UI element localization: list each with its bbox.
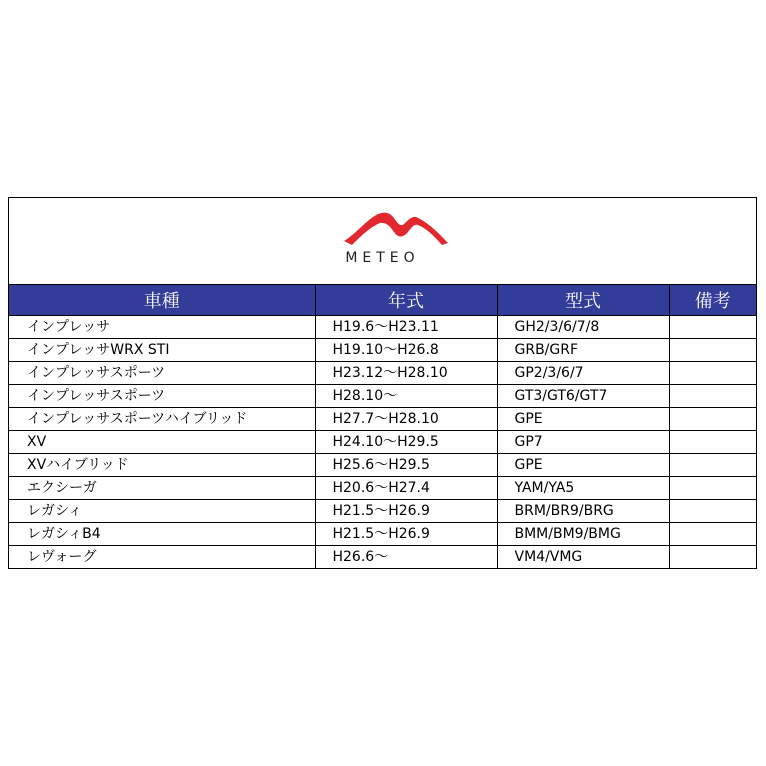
type-code-cell: GT3/GT6/GT7 (497, 385, 669, 408)
table-row (9, 546, 756, 569)
table-row (9, 431, 756, 454)
model-cell: エクシーガ (9, 477, 315, 500)
year-cell: H19.10～H26.8 (315, 339, 497, 362)
model-cell: XV (9, 431, 315, 454)
notes-cell (669, 339, 756, 362)
type-code-cell: GPE (497, 454, 669, 477)
header-model: 車種 (9, 285, 315, 316)
type-code-cell: GH2/3/6/7/8 (497, 316, 669, 339)
notes-cell (669, 431, 756, 454)
table-row (9, 385, 756, 408)
table-row (9, 454, 756, 477)
header-notes: 備考 (669, 285, 756, 316)
year-cell: H20.6～H27.4 (315, 477, 497, 500)
year-cell: H21.5～H26.9 (315, 500, 497, 523)
notes-cell (669, 316, 756, 339)
notes-cell (669, 385, 756, 408)
notes-cell (669, 546, 756, 569)
type-code-cell: VM4/VMG (497, 546, 669, 569)
compatibility-table (9, 285, 756, 568)
model-cell: レガシィB4 (9, 523, 315, 546)
model-cell: インプレッサ (9, 316, 315, 339)
year-cell: H23.12～H28.10 (315, 362, 497, 385)
year-cell: H28.10～ (315, 385, 497, 408)
table-row (9, 477, 756, 500)
type-code-cell: YAM/YA5 (497, 477, 669, 500)
notes-cell (669, 523, 756, 546)
model-cell: インプレッサスポーツハイブリッド (9, 408, 315, 431)
model-cell: XVハイブリッド (9, 454, 315, 477)
model-cell: レガシィ (9, 500, 315, 523)
type-code-cell: GPE (497, 408, 669, 431)
logo-header (9, 198, 756, 285)
table-row (9, 523, 756, 546)
year-cell: H21.5～H26.9 (315, 523, 497, 546)
model-cell: インプレッサスポーツ (9, 362, 315, 385)
year-cell: H24.10～H29.5 (315, 431, 497, 454)
table-row (9, 339, 756, 362)
year-cell: H25.6～H29.5 (315, 454, 497, 477)
table-row (9, 408, 756, 431)
meteo-logo-icon (342, 210, 450, 250)
notes-cell (669, 500, 756, 523)
year-cell: H19.6～H23.11 (315, 316, 497, 339)
notes-cell (669, 362, 756, 385)
notes-cell (669, 454, 756, 477)
type-code-cell: BRM/BR9/BRG (497, 500, 669, 523)
header-type-code: 型式 (497, 285, 669, 316)
compatibility-sheet (8, 197, 757, 569)
type-code-cell: BMM/BM9/BMG (497, 523, 669, 546)
model-cell: レヴォーグ (9, 546, 315, 569)
notes-cell (669, 408, 756, 431)
model-cell: インプレッサWRX STI (9, 339, 315, 362)
table-row (9, 500, 756, 523)
table-row (9, 362, 756, 385)
model-cell: インプレッサスポーツ (9, 385, 315, 408)
notes-cell (669, 477, 756, 500)
header-year: 年式 (315, 285, 497, 316)
type-code-cell: GRB/GRF (497, 339, 669, 362)
year-cell: H26.6～ (315, 546, 497, 569)
brand-name: METEO (345, 250, 420, 266)
type-code-cell: GP7 (497, 431, 669, 454)
table-row (9, 316, 756, 339)
type-code-cell: GP2/3/6/7 (497, 362, 669, 385)
year-cell: H27.7～H28.10 (315, 408, 497, 431)
table-header-row (9, 285, 756, 316)
